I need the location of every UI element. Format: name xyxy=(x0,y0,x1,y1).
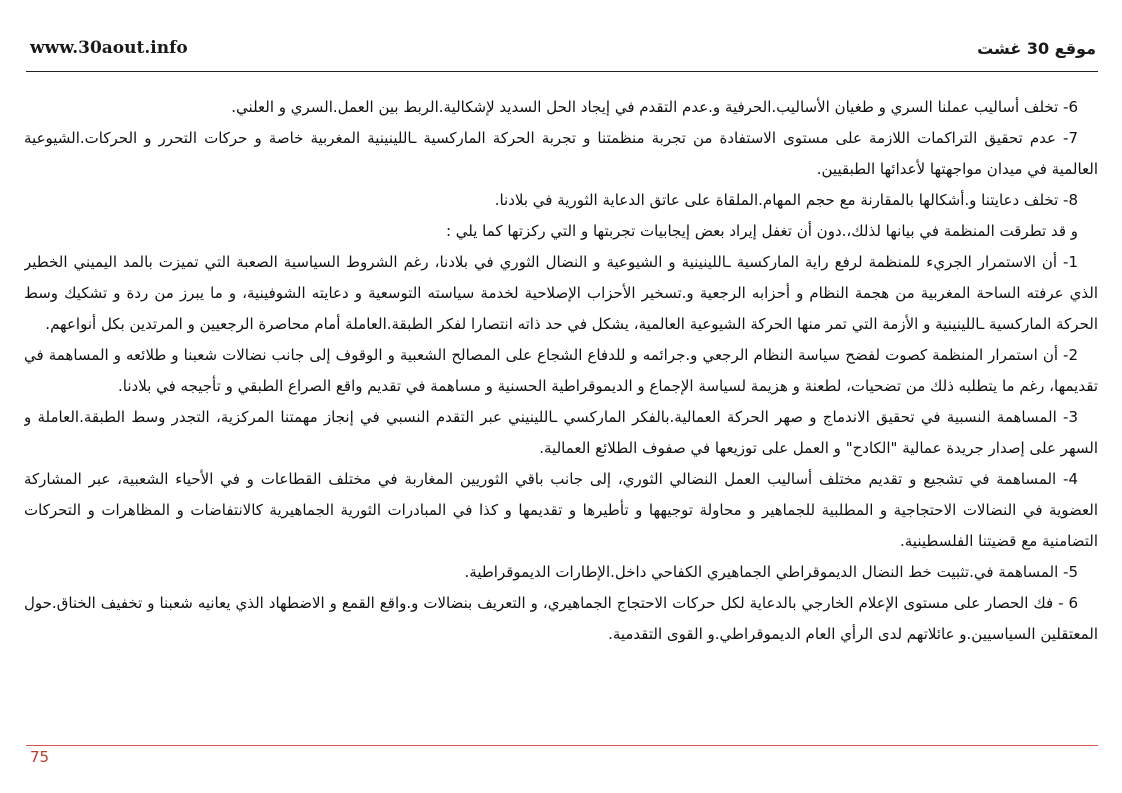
paragraph-positive-3: 3- المساهمة النسبية في تحقيق الاندماج و صهر الحركة العمالية.بالفكر الماركسي ـاللينيني عبر التقدم النسبي في إنجاز مهمتنا المركزية، التجدر وسط الطبقة.العاملة و السهر على إصدار جريدة عمالية "الكادح" و العمل على توزيعها في صفوف الطلائع العمالية. xyxy=(24,408,1098,457)
paragraph-positive-4: 4- المساهمة في تشجيع و تقديم مختلف أساليب العمل النضالي الثوري، إلى جانب باقي الثوريين المغاربة في مختلف القطاعات و في الأحياء الشعبية، عبر المشاركة العضوية في النضالات الاحتجاجية و المطلبية للجماهير و محاولة توجيهها و تأطيرها و تقديمها و كذا في المبادرات الثورية الجماهيرية كالانتفاضات و المظاهرات و التحركات التضامنية مع قضيتنا الفلسطينية. xyxy=(24,470,1098,550)
page-header xyxy=(30,34,1096,62)
paragraph-positive-5: 5- المساهمة في.تثبيت خط النضال الديموقراطي الجماهيري الكفاحي داخل.الإطارات الديموقراطية. xyxy=(464,563,1078,581)
header-site-name: موقع 30 غشت xyxy=(977,38,1096,58)
header-divider xyxy=(26,71,1098,72)
paragraph-positive-2: 2- أن استمرار المنظمة كصوت لفضح سياسة النظام الرجعي و.جرائمه و للدفاع الشجاع على المصالح الشعبية و الوقوف إلى جانب نضالات شعبنا و طلائعه و المساهمة في تقديمها، رغم ما يتطلبه ذلك من تضحيات، لطعنة و هزيمة لسياسة الإجماع و الديموقراطية الحسنية و مساهمة في تقديم واقع الصراع الطبقي و تأجيجه في بلادنا. xyxy=(24,346,1098,395)
paragraph-positive-1: 1- أن الاستمرار الجريء للمنظمة لرفع راية الماركسية ـاللينينية و الشيوعية و النضال الثوري في بلادنا، رغم الشروط السياسية الصعبة التي تميزت بالمد اليميني الخطير الذي عرفته الساحة المغربية من هجمة النظام و أحزابه الرجعية و.تسخير الأحزاب الإصلاحية لخدمة سياسته التوسعية و دعايته الشوفينية، و ما يبرز من ردة و تشكيك وسط الحركة الماركسية ـاللينينية و الأزمة التي تمر منها الحركة الشيوعية العالمية، يشكل في حد ذاته انتصارا لفكر الطبقة.العاملة أمام محاصرة الرجعيين و المرتدين بكل أنواعهم. xyxy=(24,253,1098,333)
paragraph-point-7-accumulation: 7- عدم تحقيق التراكمات اللازمة على مستوى الاستفادة من تجربة منظمتنا و تجربة الحركة الماركسية ـاللينينية المغربية خاصة و حركات التحرر و الحركات.الشيوعية العالمية في ميدان مواجهتها لأعدائها الطبقيين. xyxy=(24,129,1098,178)
paragraph-point-8-propaganda: 8- تخلف دعايتنا و.أشكالها بالمقارنة مع حجم المهام.الملقاة على عاتق الدعاية الثورية في بلادنا. xyxy=(494,191,1078,209)
document-body xyxy=(24,92,1098,732)
header-url[interactable]: www.30aout.info xyxy=(30,38,188,58)
paragraph-point-6-weak-methods: 6- تخلف أساليب عملنا السري و طغيان الأساليب.الحرفية و.عدم التقدم في إيجاد الحل السديد لإشكالية.الربط بين العمل.السري و العلني. xyxy=(231,98,1078,116)
paragraph-positives-intro: و قد تطرقت المنظمة في بيانها لذلك،.دون أن تغفل إيراد بعض إيجابيات تجربتها و التي ركزتها كما يلي : xyxy=(445,222,1078,240)
footer-divider xyxy=(26,745,1098,746)
paragraph-positive-6: 6 - فك الحصار على مستوى الإعلام الخارجي بالدعاية لكل حركات الاحتجاج الجماهيري، و التعريف بنضالات و.واقع القمع و الاضطهاد الذي يعانيه شعبنا و تخفيف الخناق.حول المعتقلين السياسيين.و عائلاتهم لدى الرأي العام الديموقراطي.و القوى التقدمية. xyxy=(24,594,1098,643)
page-number: 75 xyxy=(30,748,50,766)
